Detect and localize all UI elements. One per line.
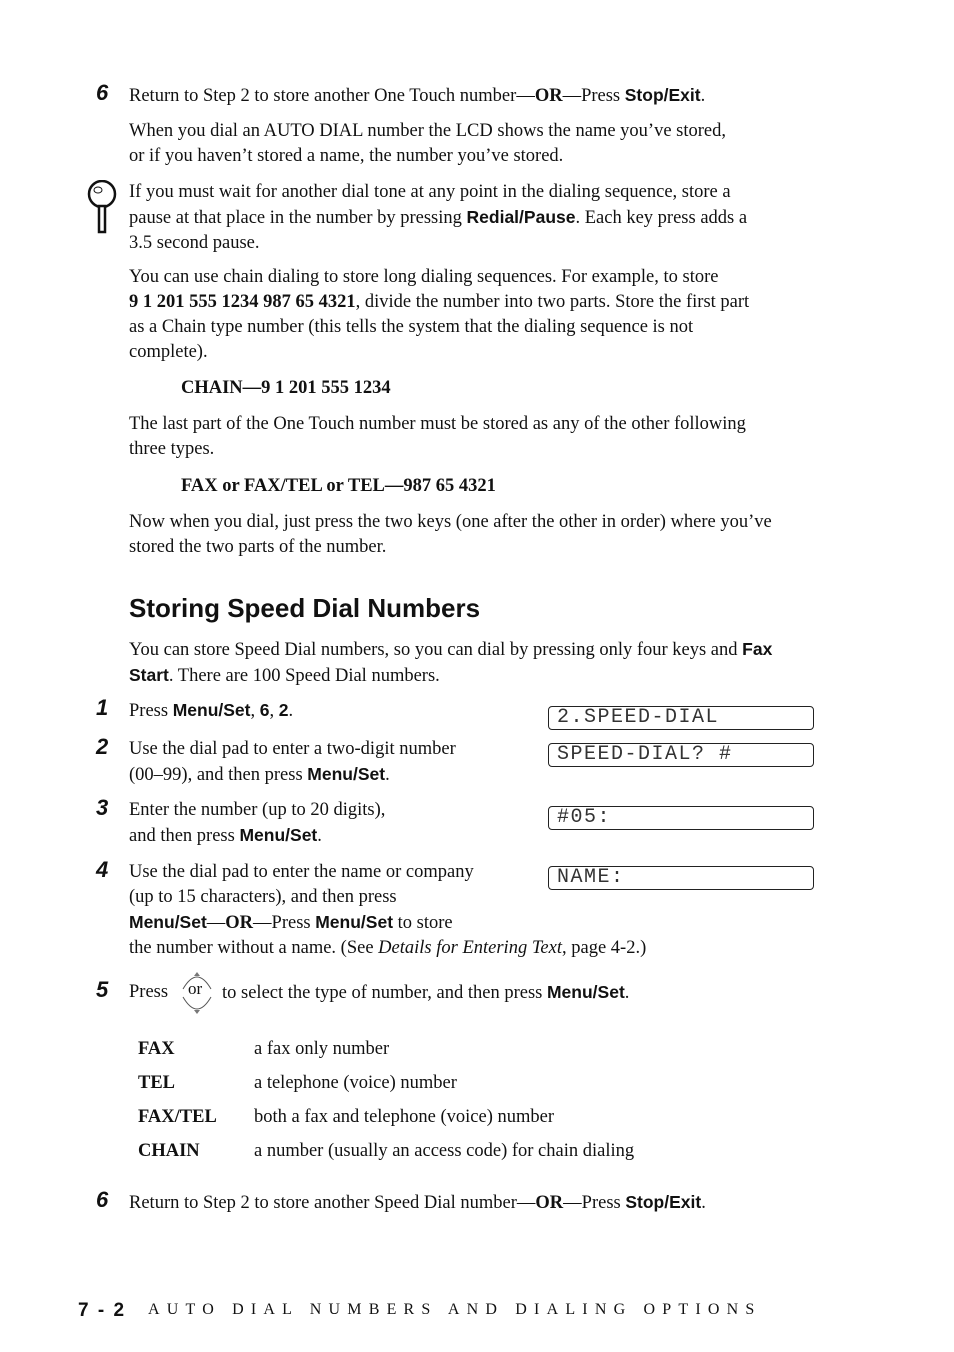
lcd-display [548,743,814,767]
text-line: (up to 15 characters), and then press [129,887,397,907]
last-part-paragraph [129,412,746,462]
lcd-text: NAME: [557,866,625,889]
key-name: Menu/Set [546,982,625,1002]
now-paragraph [129,510,772,560]
type-term: FAX/TEL [138,1107,217,1127]
text-line: complete). [129,342,208,362]
running-footer-title: AUTO DIAL NUMBERS AND DIALING OPTIONS [148,1301,762,1318]
dash-press: —Press [253,913,316,933]
step-text-part: Return to Step 2 to store another One Touch number [129,86,517,106]
type-term: FAX [138,1039,175,1059]
key-name: Menu/Set [172,700,251,720]
dash-press: —Press [563,1193,626,1213]
dash: — [206,913,226,933]
text-part: . Each key press adds a [575,208,748,228]
note-text [129,180,747,256]
or-label: OR [535,1193,564,1213]
text-line: The last part of the One Touch number must be stored as any of the other following [129,414,746,434]
key-name: 6 [259,700,270,720]
lcd-text: SPEED-DIAL? # [557,743,733,766]
punct: . [624,983,630,1003]
type-description: both a fax and telephone (voice) number [254,1107,554,1127]
step-number: 4 [96,857,109,882]
text-part: You can store Speed Dial numbers, so you can dial by pressing only four keys and [129,640,743,660]
text-line: If you must wait for another dial tone at any point in the dialing sequence, store a [129,182,731,202]
text-part: Return to Step 2 to store another Speed Dial number [129,1193,517,1213]
text-part: , page 4-2.) [561,938,647,958]
key-name: Stop/Exit [624,85,701,105]
step-text [129,737,456,788]
type-term: CHAIN [138,1141,200,1161]
text-line [129,823,385,849]
section-intro [129,637,772,689]
lcd-display [548,706,814,730]
step-number: 1 [96,695,109,720]
key-name: Menu/Set [315,912,394,932]
key-name: Menu/Set [307,764,386,784]
text-line: Use the dial pad to enter the name or company [129,862,474,882]
key-name: 2 [278,700,289,720]
text-line: You can use chain dialing to store long dialing sequences. For example, to store [129,267,719,287]
key-name: Menu/Set [239,825,318,845]
text-line [129,936,646,961]
text-line [129,205,747,231]
step-text [222,980,629,1006]
type-description: a telephone (voice) number [254,1073,457,1093]
key-name: Redial/Pause [466,207,576,227]
or-label: or [188,979,203,998]
lcd-text: #05: [557,806,612,829]
text-line: stored the two parts of the number. [129,537,387,557]
type-description: a number (usually an access code) for chain dialing [254,1141,635,1161]
text-line [129,762,456,788]
dash-press: —Press [562,86,625,106]
punct: . [700,86,706,106]
text-part: the number without a name. (See [129,938,379,958]
dash: — [516,86,535,106]
text-line: Enter the number (up to 20 digits), [129,800,386,820]
lcd-display [548,866,814,890]
text-part: to select the type of number, and then press [222,983,547,1003]
step-number: 3 [96,795,109,820]
page-number: 7 - 2 [78,1300,127,1321]
punct: . [701,1193,706,1213]
punct: , [269,701,279,721]
text-part: . There are 100 Speed Dial numbers. [168,666,440,686]
text-line [129,663,772,689]
text-line [129,290,749,315]
example-number: 9 1 201 555 1234 987 65 4321 [129,292,356,312]
text-line: When you dial an AUTO DIAL number the LCD shows the name you’ve stored, [129,121,727,141]
type-term: TEL [138,1073,176,1093]
dash: — [516,1193,536,1213]
type-description: a fax only number [254,1039,390,1059]
punct: . [385,765,390,785]
or-label: OR [225,913,254,933]
lcd-note [129,119,726,169]
text-part: , divide the number into two parts. Store the first part [355,292,750,312]
step-text [129,798,385,849]
text-line [129,910,646,936]
chain-example: CHAIN—9 1 201 555 1234 [181,378,391,398]
pushpin-icon [86,180,118,234]
step-text [129,83,705,109]
lcd-text: 2.SPEED-DIAL [557,706,720,729]
key-name: Stop/Exit [625,1192,702,1212]
text-line: Use the dial pad to enter a two-digit number [129,739,456,759]
key-name: Fax [742,639,773,659]
section-heading: Storing Speed Dial Numbers [129,593,481,623]
text-line [129,637,772,663]
text-line: 3.5 second pause. [129,233,260,253]
punct: , [250,701,260,721]
or-label: OR [534,86,563,106]
text-part: Press [129,701,173,721]
step-text [129,698,293,724]
step-number: 6 [96,1187,109,1212]
step-number: 2 [96,734,109,759]
cross-reference: Details for Entering Text [378,938,562,958]
text-line: as a Chain type number (this tells the system that the dialing sequence is not [129,317,694,337]
text-part: and then press [129,826,240,846]
step-text-press: Press [129,982,169,1002]
text-part: (00–99), and then press [129,765,308,785]
text-part: pause at that place in the number by pressing [129,208,467,228]
key-name: Menu/Set [129,912,207,932]
step-number: 6 [96,80,109,105]
text-part: to store [393,913,453,933]
key-name: Start [129,665,169,685]
step-number: 5 [96,977,109,1002]
step-text [129,1190,706,1216]
types-example: FAX or FAX/TEL or TEL—987 65 4321 [181,476,496,496]
text-line: Now when you dial, just press the two keys (one after the other in order) where you’ve [129,512,772,532]
text-line: or if you haven’t stored a name, the number you’ve stored. [129,146,564,166]
scroll-arrows-icon [178,967,216,1019]
lcd-display [548,806,814,830]
chain-paragraph [129,265,749,365]
text-line: three types. [129,439,215,459]
punct: . [317,826,322,846]
punct: . [288,701,294,721]
